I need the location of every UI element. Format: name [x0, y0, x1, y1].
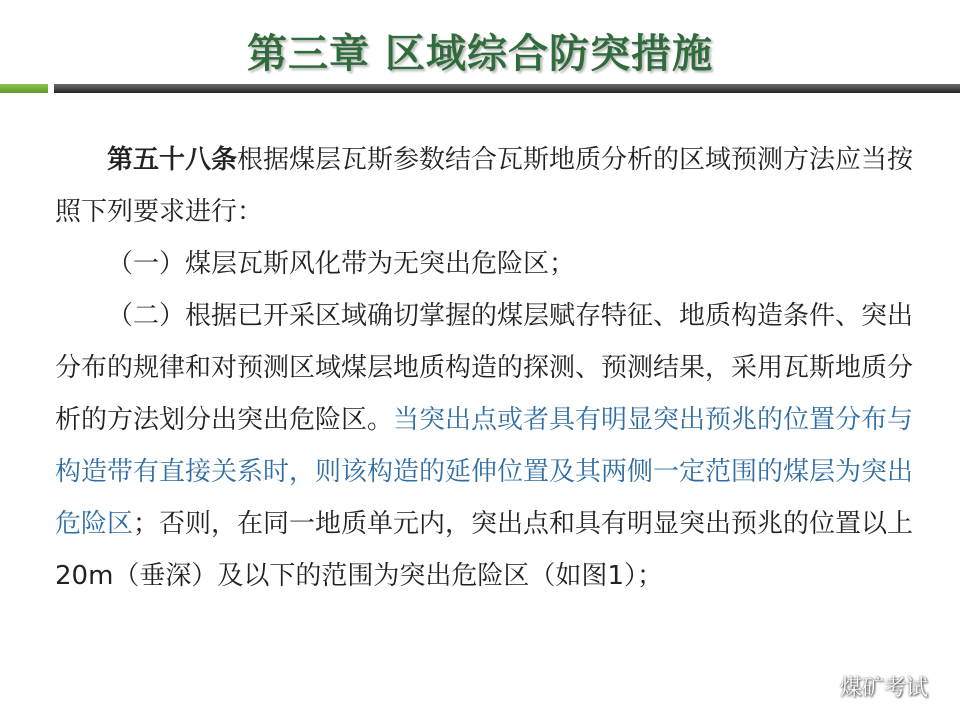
item-2: [55, 290, 915, 602]
article-body: [55, 134, 915, 602]
article-intro: 根据煤层瓦斯参数结合瓦斯地质分析的区域预测方法应当按照下列要求进行：: [55, 145, 914, 227]
depth-value: 20m: [55, 561, 114, 591]
item-1: （一）煤层瓦斯风化带为无突出危险区；: [107, 249, 576, 279]
title-divider: [0, 84, 960, 93]
divider-green-segment: [0, 84, 48, 93]
item-2-range: （垂深）及以下的范围为突出危险区（如图: [113, 561, 608, 591]
article-paragraph: [55, 134, 915, 238]
slide-title: 第三章 区域综合防突措施: [247, 30, 713, 77]
figure-number: 1: [607, 561, 624, 591]
watermark-text: 煤矿考试: [839, 676, 928, 701]
item-2-highlight: 当突出点或者具有明显突出预兆的位置分布与构造带有直接关系时，则该构造的延伸位置及其两侧一定范围的煤层为突出危险区: [55, 405, 914, 539]
article-number: 第五十八条: [107, 145, 238, 175]
item-2-text: （二）根据已开采区域确切掌握的煤层赋存特征、地质构造条件、突出分布的规律和对预测区域煤层地质构造的探测、预测结果，采用瓦斯地质分析的方法划分出突出危险区。: [55, 301, 914, 435]
wechat-icon: [800, 673, 834, 701]
divider-dark-segment: [54, 84, 960, 93]
item-2-continuation: ；否则，在同一地质单元内，突出点和具有明显突出预兆的位置以上: [133, 509, 914, 539]
item-2-end: ）；: [623, 561, 663, 591]
watermark: [800, 671, 928, 702]
